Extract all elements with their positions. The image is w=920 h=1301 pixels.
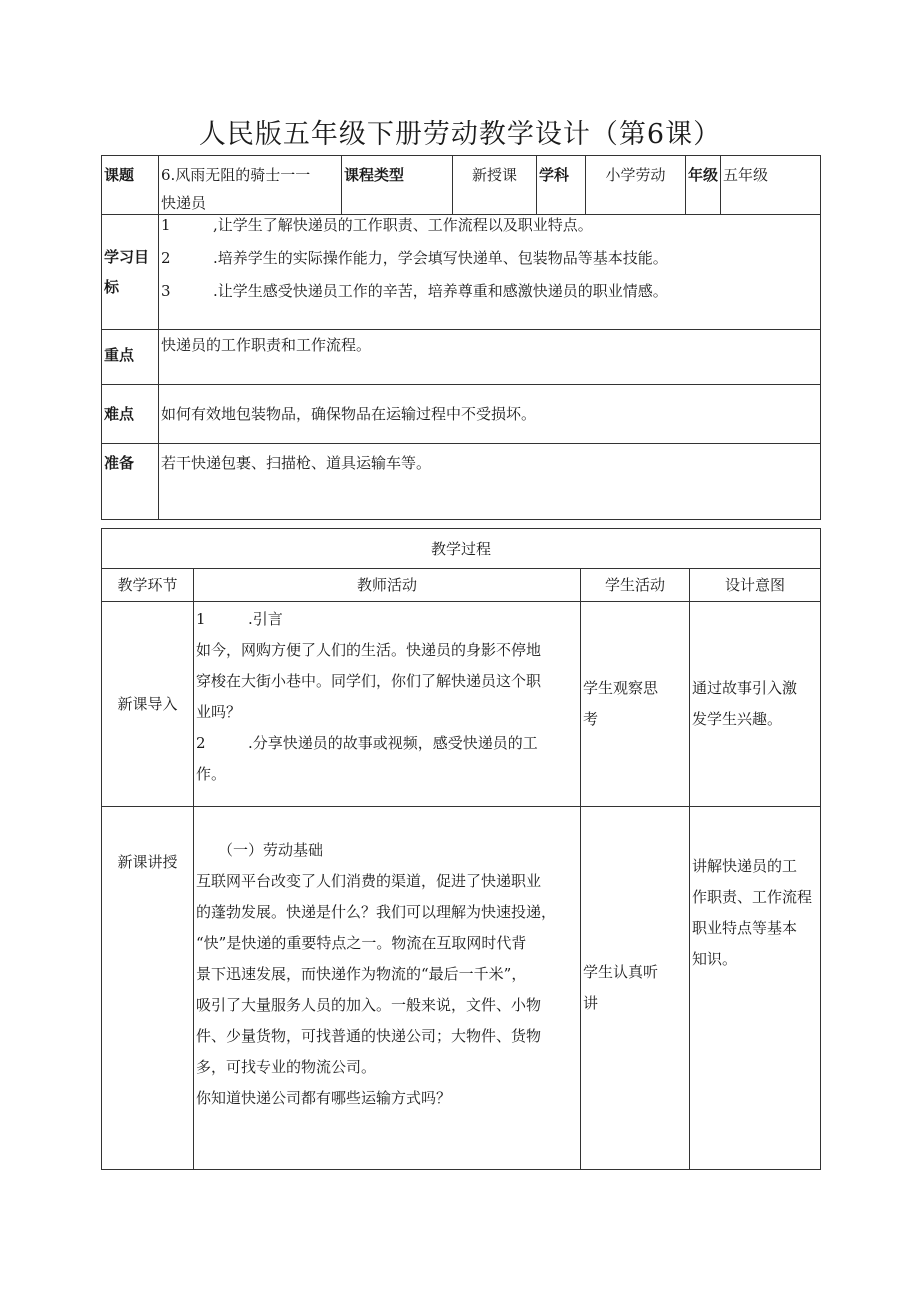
text-line: 作职责、工作流程: [692, 888, 813, 906]
text-line: 多，可找专业的物流公司。: [196, 1058, 377, 1076]
text-line: 讲: [583, 994, 599, 1012]
prep-value: 若干快递包裹、扫描枪、道具运输车等。: [159, 444, 821, 520]
text-line: 发学生兴趣。: [692, 710, 783, 728]
goal-item: 2 .培养学生的实际操作能力，学会填写快递单、包装物品等基本技能。: [161, 249, 668, 267]
type-value: 新授课: [453, 156, 537, 215]
text-line: 职业特点等基本: [692, 919, 798, 937]
text-line: 学生认真听: [583, 963, 659, 981]
text-line: 作。: [196, 765, 227, 783]
text-line: 的蓬勃发展。快递是什么？我们可以理解为快速投递，: [196, 903, 557, 921]
lesson-info-table: [101, 155, 821, 520]
text-line: 知识。: [692, 950, 738, 968]
text-line: 通过故事引入激: [692, 679, 798, 697]
col-header-teacher: 教师活动: [194, 569, 581, 602]
key-value: 快递员的工作职责和工作流程。: [159, 330, 821, 385]
process-header: 教学过程: [102, 529, 821, 569]
teacher-activity-intro: [194, 602, 581, 807]
difficulty-label: 难点: [102, 385, 159, 444]
col-header-stage: 教学环节: [102, 569, 194, 602]
topic-value-line2: 快递员: [161, 194, 207, 212]
text-line: 学生观察思: [583, 679, 659, 697]
topic-value-line1: 6.风雨无阻的骑士一一: [161, 166, 311, 184]
text-line: 件、少量货物，可找普通的快递公司；大物件、货物: [196, 1027, 542, 1045]
section-heading: （一）劳动基础: [218, 841, 324, 859]
text-line: 业吗？: [196, 703, 242, 721]
prep-label: 准备: [102, 444, 159, 520]
topic-label: 课题: [102, 156, 159, 215]
text-line: 考: [583, 710, 599, 728]
text-line: 如今，网购方便了人们的生活。快递员的身影不停地: [196, 641, 542, 659]
design-intent-lecture: [690, 807, 821, 1170]
text-line: 景下迅速发展，而快递作为物流的“最后一千米”，: [196, 965, 527, 983]
grade-value: 五年级: [721, 156, 821, 215]
stage-intro: 新课导入: [102, 602, 194, 807]
text-line: 互联网平台改变了人们消费的渠道，促进了快递职业: [196, 872, 542, 890]
difficulty-value: 如何有效地包装物品，确保物品在运输过程中不受损坏。: [159, 385, 821, 444]
grade-label: 年级: [686, 156, 721, 215]
goal-item: 3 .让学生感受快递员工作的辛苦，培养尊重和感激快递员的职业情感。: [161, 282, 668, 300]
col-header-student: 学生活动: [581, 569, 690, 602]
text-line: 穿梭在大街小巷中。同学们，你们了解快递员这个职: [196, 672, 542, 690]
subject-label: 学科: [537, 156, 586, 215]
goals-list: [159, 215, 821, 330]
subject-value: 小学劳动: [586, 156, 686, 215]
design-intent-intro: [690, 602, 821, 807]
goals-label: [102, 215, 159, 330]
key-label: 重点: [102, 330, 159, 385]
type-label: 课程类型: [342, 156, 453, 215]
text-line: 吸引了大量服务人员的加入。一般来说，文件、小物: [196, 996, 542, 1014]
col-header-intent: 设计意图: [690, 569, 821, 602]
topic-value: [159, 156, 342, 215]
goals-label-line2: 标: [104, 278, 120, 296]
goal-item: 1 ,让学生了解快递员的工作职责、工作流程以及职业特点。: [161, 216, 593, 234]
student-activity-lecture: [581, 807, 690, 1170]
intro-item1: 1 .引言: [196, 610, 283, 628]
page-title: 人民版五年级下册劳动教学设计（第6课）: [198, 119, 722, 150]
teacher-activity-lecture: [194, 807, 581, 1170]
text-line: “快”是快递的重要特点之一。物流在互取网时代背: [196, 934, 527, 952]
student-activity-intro: [581, 602, 690, 807]
teaching-process-table: [101, 528, 821, 1170]
text-line: 讲解快递员的工: [692, 857, 798, 875]
text-line: 你知道快递公司都有哪些运输方式吗？: [196, 1089, 452, 1107]
goals-label-line1: 学习目: [104, 248, 150, 266]
intro-item2: 2 .分享快递员的故事或视频，感受快递员的工: [196, 734, 538, 752]
stage-lecture: 新课讲授: [102, 807, 194, 1170]
